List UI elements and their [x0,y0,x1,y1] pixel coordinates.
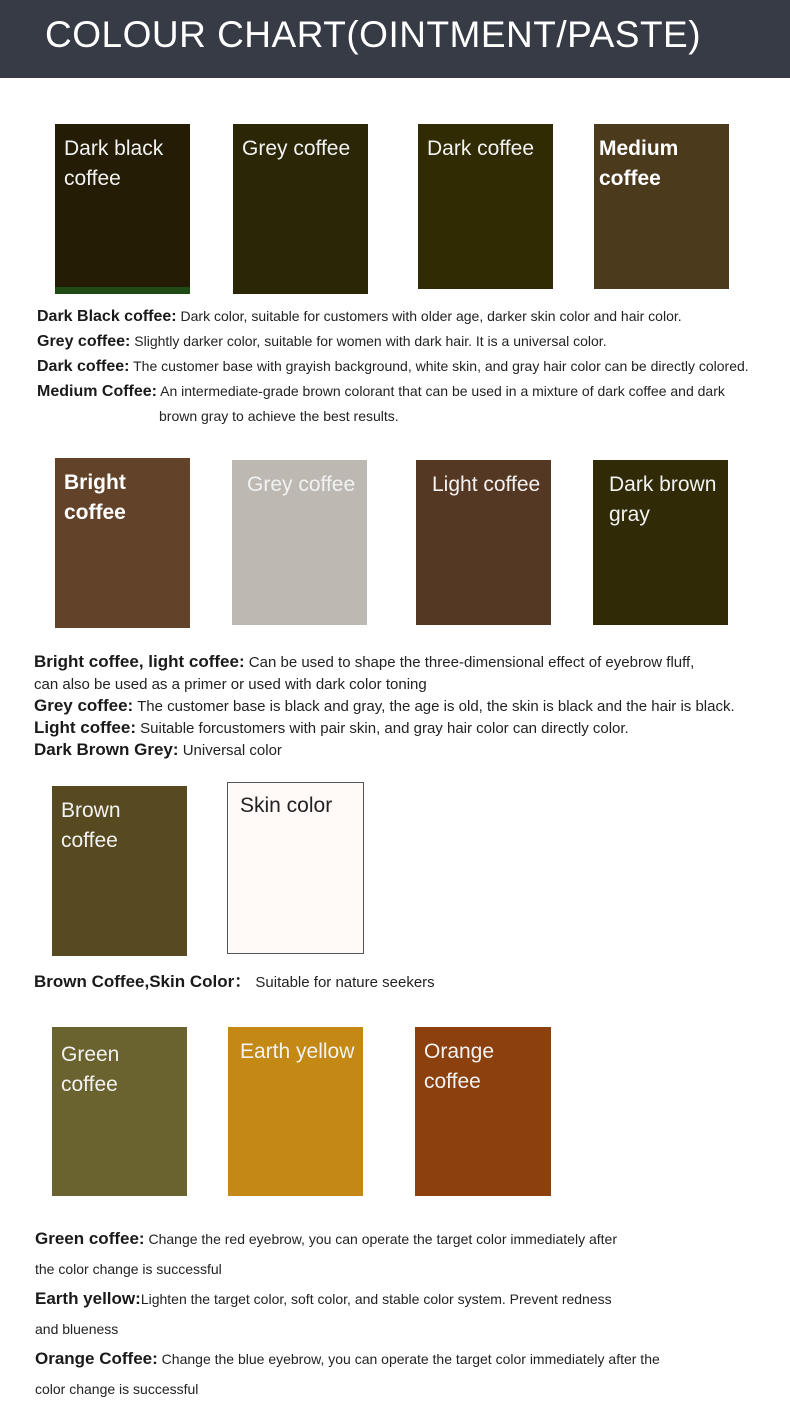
swatch-brown-coffee [52,786,187,956]
swatch-medium-coffee [594,124,729,289]
swatch-green-coffee [52,1027,187,1196]
description-line: color change is successful [35,1381,199,1397]
page-title: COLOUR CHART(OINTMENT/PASTE) [45,14,702,55]
swatch-label: Dark brown gray [609,473,717,526]
description-line: Dark coffee: The customer base with grayish background, white skin, and gray hair color can be directly colored. [37,358,749,375]
description-line: can also be used as a primer or used with dark color toning [34,676,427,693]
swatch-label: Orange coffee [424,1040,495,1093]
group1-descriptions [37,304,787,429]
description-line: Dark Brown Grey: Universal color [34,740,282,759]
swatch-skin-color [227,782,364,954]
swatch-light-coffee [416,460,551,625]
group3-descriptions [34,971,784,993]
swatch-grey-coffee-light [232,460,367,625]
description-line: Brown Coffee,Skin Color： Suitable for nature seekers [34,972,435,991]
swatch-label: Dark black coffee [64,137,164,190]
swatch-bright-coffee [55,458,190,628]
swatch-label: Grey coffee [247,473,356,496]
description-line: Grey coffee: Slightly darker color, suitable for women with dark hair. It is a universal color. [37,333,607,350]
swatch-dark-black-coffee [55,124,190,294]
swatch-label: Grey coffee [242,137,351,160]
description-line: Green coffee: Change the red eyebrow, you can operate the target color immediately after [35,1229,617,1248]
swatch-earth-yellow [228,1027,363,1196]
header-bar [0,0,790,78]
description-line: Grey coffee: The customer base is black and gray, the age is old, the skin is black and the hair is black. [34,696,735,715]
description-continuation: brown gray to achieve the best results. [159,408,399,424]
swatch-grey-coffee [233,124,368,294]
description-line: Bright coffee, light coffee: Can be used to shape the three-dimensional effect of eyebrow fluff, [34,652,695,671]
description-line: Medium Coffee: An intermediate-grade brown colorant that can be used in a mixture of dark coffee and dark [37,383,725,400]
swatch-bottom-strip [55,287,190,294]
swatch-label: Skin color [240,794,333,817]
description-line: Earth yellow:Lighten the target color, soft color, and stable color system. Prevent redness [35,1289,612,1308]
swatch-dark-coffee [418,124,553,289]
description-line: Light coffee: Suitable forcustomers with pair skin, and gray hair color can directly color. [34,718,629,737]
swatch-label: Brown coffee [61,799,121,852]
description-line: and blueness [35,1321,119,1337]
swatch-label: Light coffee [432,473,541,496]
group4-descriptions [35,1224,785,1404]
description-line: the color change is successful [35,1261,222,1277]
swatch-dark-brown-gray [593,460,728,625]
description-line: Orange Coffee: Change the blue eyebrow, you can operate the target color immediately after the [35,1349,660,1368]
swatch-label: Dark coffee [427,137,534,160]
swatch-label: Earth yellow [240,1040,355,1063]
swatch-label: Green coffee [61,1043,120,1096]
swatch-label: Bright coffee [64,471,126,524]
description-line: Dark Black coffee: Dark color, suitable for customers with older age, darker skin color and hair color. [37,308,682,325]
swatch-label: Medium coffee [599,137,679,190]
group2-descriptions [34,651,784,761]
swatch-orange-coffee [415,1027,551,1196]
